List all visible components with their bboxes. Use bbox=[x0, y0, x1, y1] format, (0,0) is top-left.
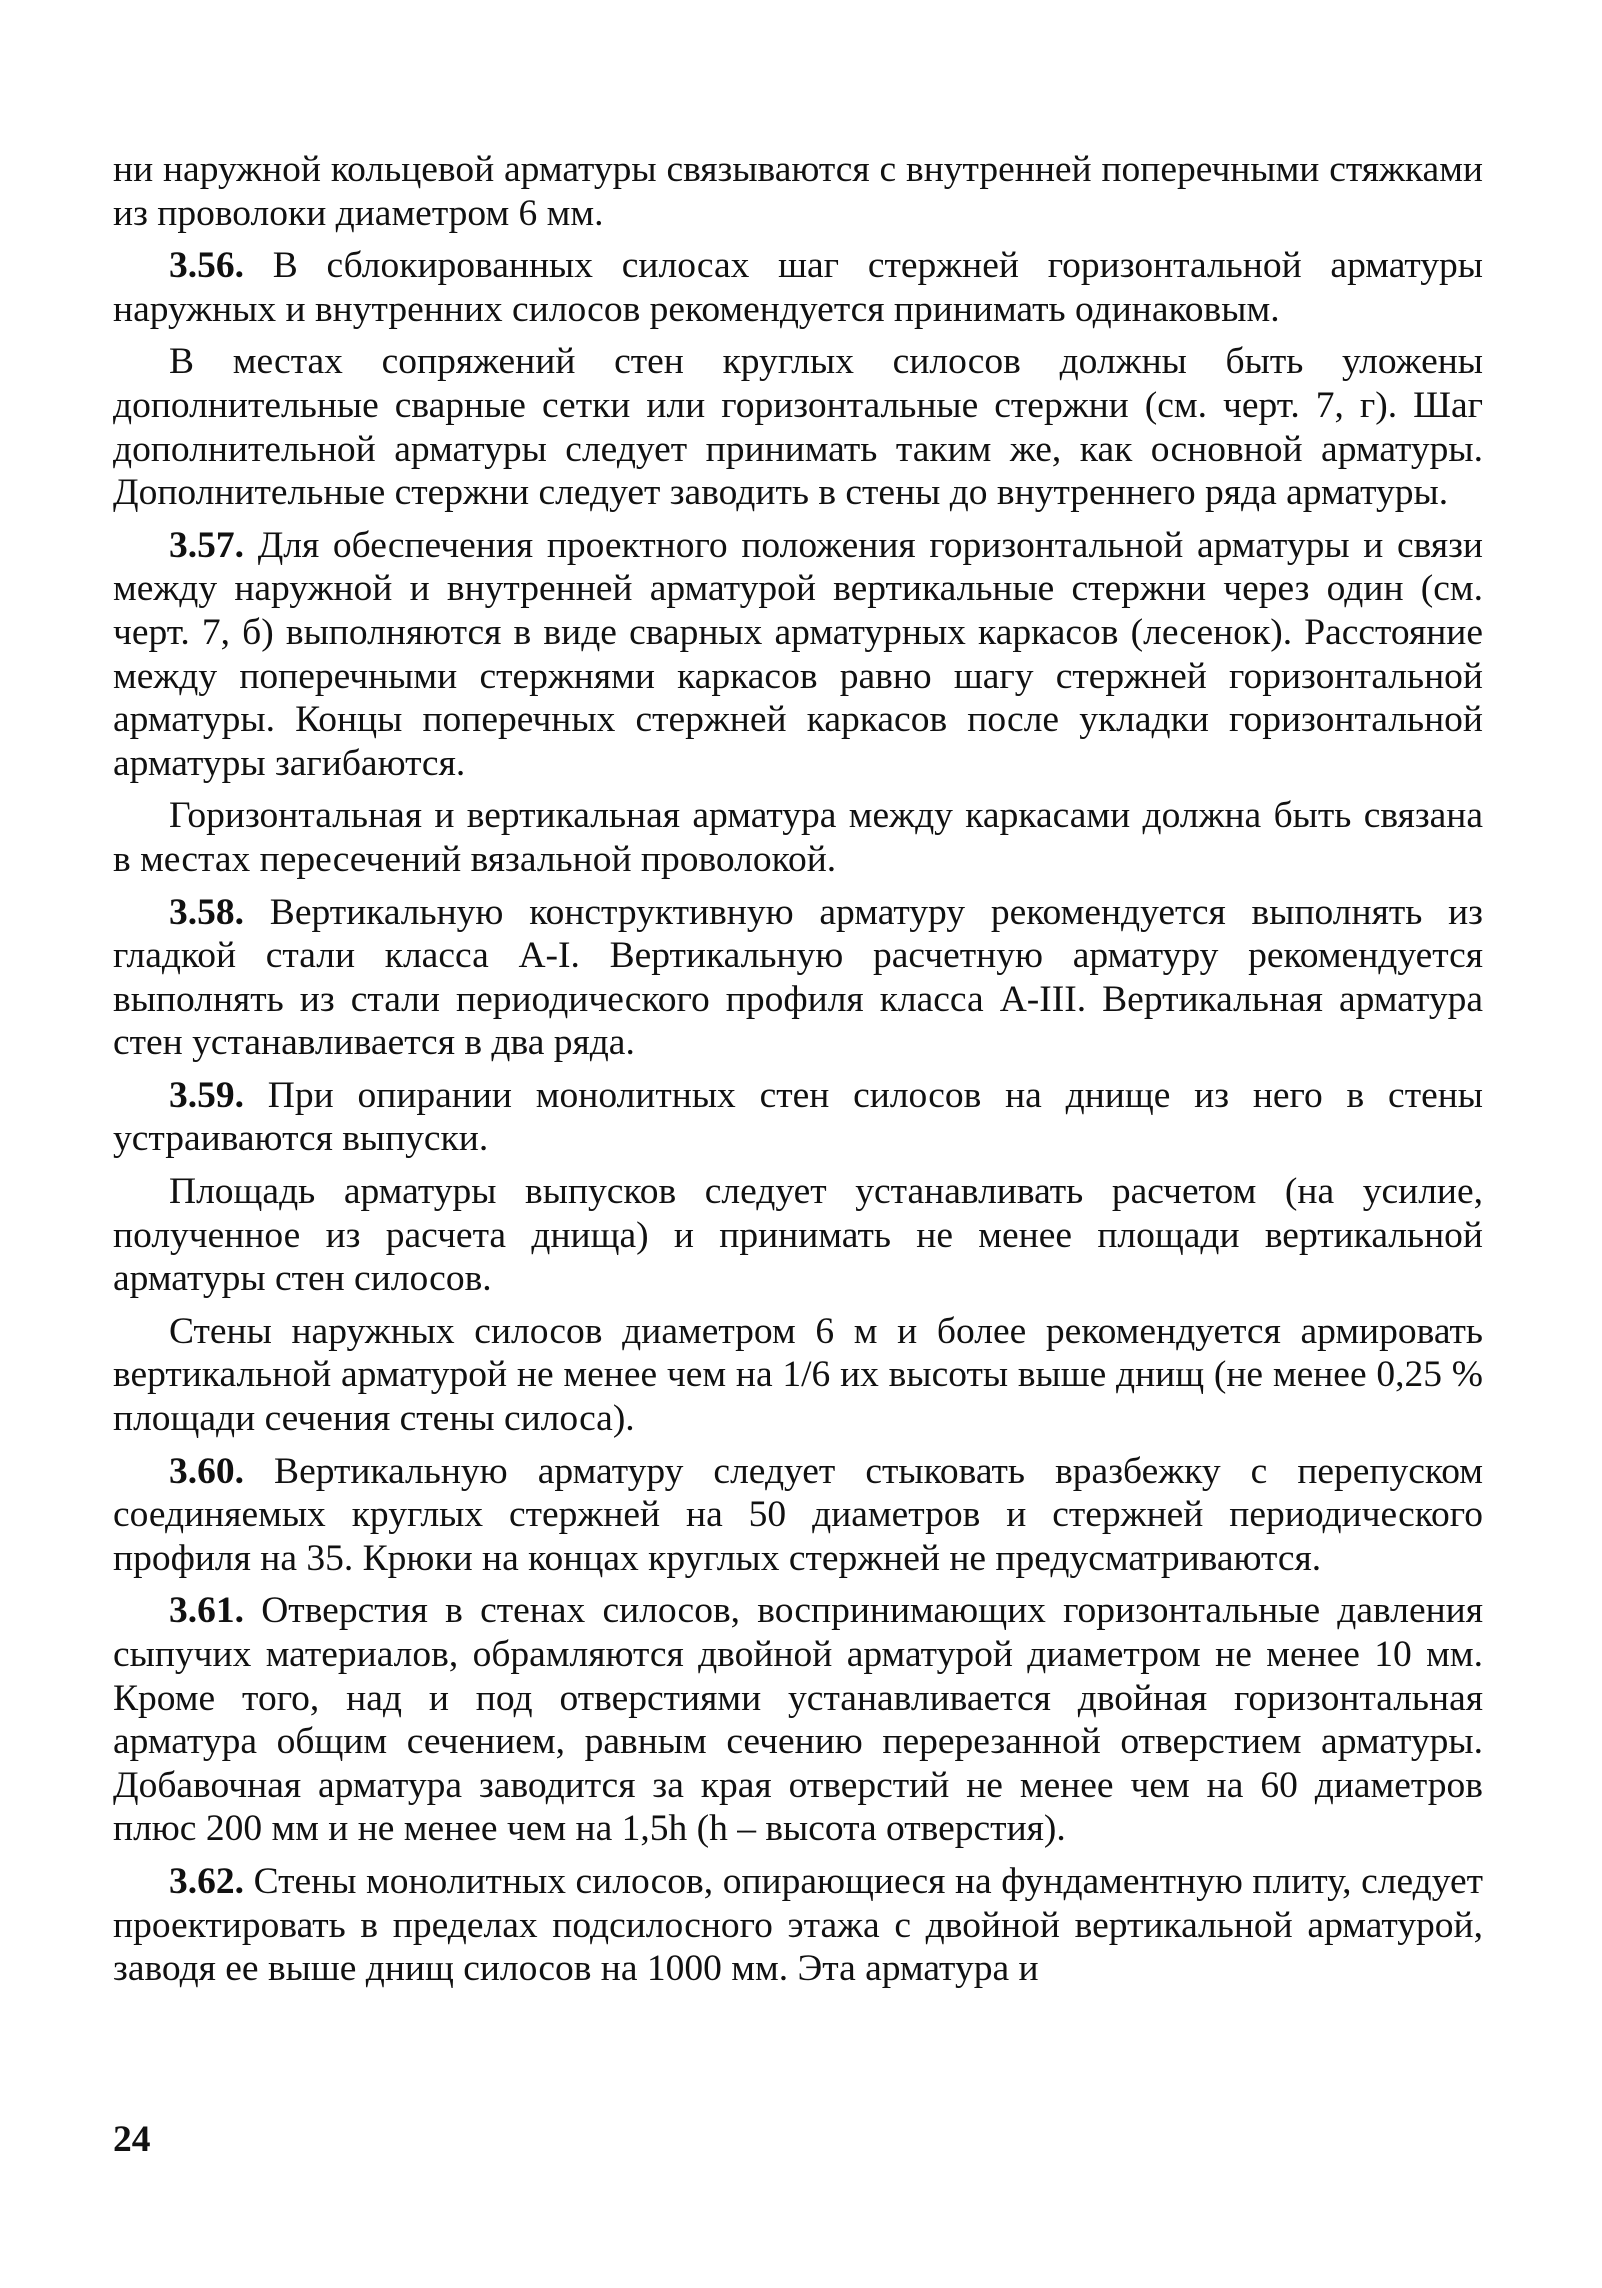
section-number: 3.59. bbox=[169, 1074, 244, 1116]
paragraph-text: При опирании монолитных стен силосов на днище из него в стены устраиваются выпуски. bbox=[113, 1074, 1483, 1160]
paragraph-text: В сблокированных силосах шаг стержней горизонтальной арматуры наружных и внутренних силосов рекомендуется принимать одинаковым. bbox=[113, 245, 1483, 330]
section-number: 3.61. bbox=[169, 1590, 244, 1632]
paragraph-text: Отверстия в стенах силосов, воспринимающих горизонтальные давления сыпучих материалов, обрамляются двойной арматурой диаметром не менее 10 мм. Кроме того, над и под отверстиями устанавливается двойная горизонтальная арматура общим сечением, равным сечению перерезанной отверстием арматуры. Добавочная арматура заводится за края отверстий не менее чем на 60 диаметров плюс 200 мм и не менее чем на 1,5h (h – высота отверстия). bbox=[113, 1590, 1483, 1850]
section-number: 3.58. bbox=[169, 891, 244, 933]
page-number: 24 bbox=[113, 2119, 151, 2160]
paragraph-3-57 bbox=[113, 524, 1483, 786]
paragraph-text: Для обеспечения проектного положения горизонтальной арматуры и связи между наружной и внутренней арматурой вертикальные стержни через один (см. черт. 7, б) выполняются в виде сварных арматурных каркасов (лесенок). Расстояние между поперечными стержнями каркасов равно шагу стержней горизонтальной арматуры. Концы поперечных стержней каркасов после укладки горизонтальной арматуры загибаются. bbox=[113, 524, 1483, 784]
paragraph-continuation bbox=[113, 148, 1483, 235]
paragraph-3-59 bbox=[113, 1074, 1483, 1161]
paragraph-text: Стены монолитных силосов, опирающиеся на фундаментную плиту, следует проектировать в пределах подсилосного этажа с двойной вертикальной арматурой, заводя ее выше днищ силосов на 1000 мм. Эта арматура и bbox=[113, 1860, 1483, 1990]
paragraph-text: ни наружной кольцевой арматуры связываются с внутренней поперечными стяжками из проволоки диаметром 6 мм. bbox=[113, 149, 1483, 234]
section-number: 3.62. bbox=[169, 1860, 244, 1902]
paragraph bbox=[113, 794, 1483, 881]
paragraph-text: Горизонтальная и вертикальная арматура между каркасами должна быть связана в местах пересечений вязальной проволокой. bbox=[113, 795, 1483, 880]
paragraph-text: Стены наружных силосов диаметром 6 м и более рекомендуется армировать вертикальной арматурой не менее чем на 1/6 их высоты выше днищ (не менее 0,25 % площади сечения стены силоса). bbox=[113, 1310, 1483, 1440]
paragraph-3-60 bbox=[113, 1450, 1483, 1581]
paragraph bbox=[113, 340, 1483, 514]
paragraph-text: В местах сопряжений стен круглых силосов должны быть уложены дополнительные сварные сетки или горизонтальные стержни (см. черт. 7, г). Шаг дополнительной арматуры следует принимать таким же, как основной арматуры. Дополнительные стержни следует заводить в стены до внутреннего ряда арматуры. bbox=[113, 341, 1483, 514]
paragraph bbox=[113, 1310, 1483, 1441]
paragraph-3-56 bbox=[113, 244, 1483, 331]
page-body bbox=[113, 148, 1483, 1991]
paragraph-text: Вертикальную арматуру следует стыковать вразбежку с перепуском соединяемых круглых стержней на 50 диаметров и стержней периодического профиля на 35. Крюки на концах круглых стержней не предусматриваются. bbox=[113, 1450, 1483, 1579]
section-number: 3.60. bbox=[169, 1450, 244, 1492]
paragraph-text: Вертикальную конструктивную арматуру рекомендуется выполнять из гладкой стали класса А-I. Вертикальную расчетную арматуру рекомендуется выполнять из стали периодического профиля класса А-III. Вертикальная арматура стен устанавливается в два ряда. bbox=[113, 891, 1483, 1064]
paragraph-3-61 bbox=[113, 1589, 1483, 1851]
section-number: 3.56. bbox=[169, 245, 244, 287]
paragraph-3-62 bbox=[113, 1860, 1483, 1991]
paragraph-text: Площадь арматуры выпусков следует устанавливать расчетом (на усилие, полученное из расчета днища) и принимать не менее площади вертикальной арматуры стен силосов. bbox=[113, 1171, 1483, 1300]
paragraph bbox=[113, 1170, 1483, 1301]
section-number: 3.57. bbox=[169, 524, 244, 566]
paragraph-3-58 bbox=[113, 891, 1483, 1065]
